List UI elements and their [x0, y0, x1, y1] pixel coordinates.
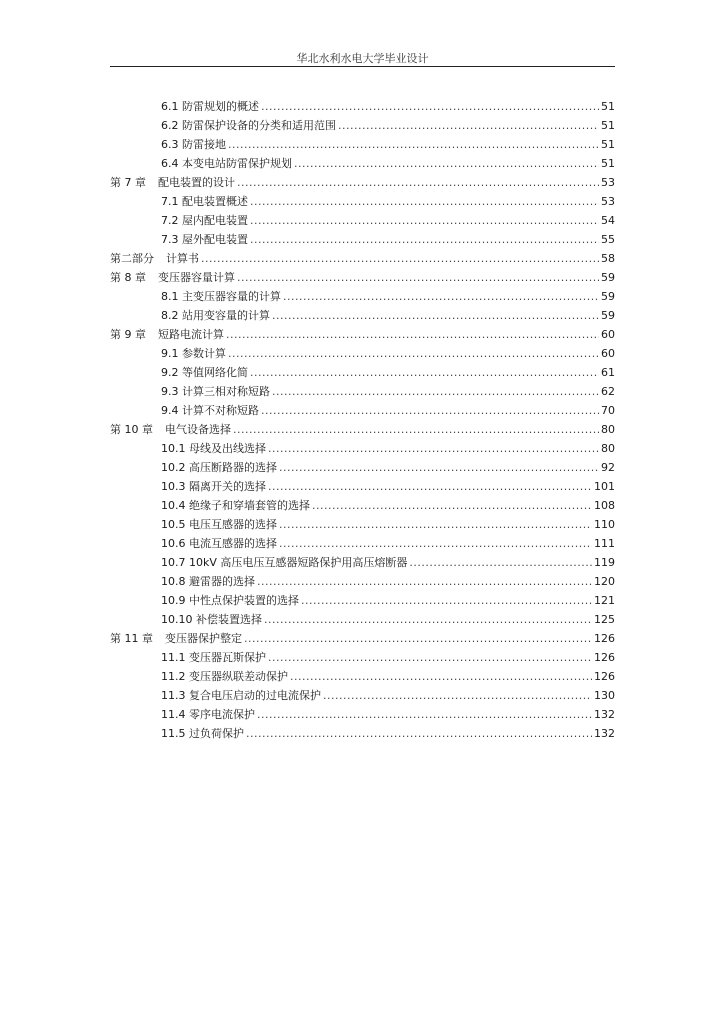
toc-page-number: 132 [594, 727, 615, 740]
toc-chapter-number: 第 7 章 [110, 176, 146, 189]
toc-section-entry[interactable] [110, 116, 615, 135]
toc-page-number: 51 [601, 138, 615, 151]
toc-page-number: 59 [601, 290, 615, 303]
toc-section-entry[interactable] [110, 477, 615, 496]
toc-page-number: 130 [594, 689, 615, 702]
toc-dot-leader [250, 192, 599, 211]
toc-page-number: 61 [601, 366, 615, 379]
toc-page-number: 110 [594, 518, 615, 531]
toc-page-number: 53 [601, 176, 615, 189]
toc-entry-title: 8.2 站用变容量的计算 [161, 309, 270, 322]
toc-page-number: 53 [601, 195, 615, 208]
toc-page-number: 59 [601, 271, 615, 284]
toc-dot-leader [250, 363, 599, 382]
toc-section-entry[interactable] [110, 363, 615, 382]
toc-dot-leader [261, 97, 599, 116]
toc-entry-title: 10.9 中性点保护装置的选择 [161, 594, 299, 607]
toc-entry-title: 10.4 绝缘子和穿墙套管的选择 [161, 499, 310, 512]
toc-dot-leader [283, 287, 599, 306]
toc-entry-title: 9.1 参数计算 [161, 347, 226, 360]
toc-section-entry[interactable] [110, 553, 615, 572]
toc-entry-title: 计算书 [166, 252, 199, 265]
toc-dot-leader [312, 496, 592, 515]
toc-page-number: 59 [601, 309, 615, 322]
toc-section-entry[interactable] [110, 97, 615, 116]
toc-dot-leader [233, 420, 599, 439]
toc-dot-leader [323, 686, 592, 705]
toc-dot-leader [268, 439, 599, 458]
toc-dot-leader [272, 382, 599, 401]
toc-page-number: 80 [601, 423, 615, 436]
toc-page-number: 119 [594, 556, 615, 569]
toc-chapter-entry[interactable] [110, 249, 615, 268]
toc-dot-leader [261, 401, 599, 420]
toc-page-number: 132 [594, 708, 615, 721]
toc-chapter-number: 第二部分 [110, 252, 154, 265]
toc-dot-leader [226, 325, 599, 344]
toc-dot-leader [409, 553, 592, 572]
toc-dot-leader [250, 230, 599, 249]
toc-section-entry[interactable] [110, 724, 615, 743]
toc-section-entry[interactable] [110, 705, 615, 724]
toc-page-number: 121 [594, 594, 615, 607]
toc-page-number: 108 [594, 499, 615, 512]
toc-section-entry[interactable] [110, 135, 615, 154]
toc-dot-leader [201, 249, 599, 268]
header-rule [110, 66, 615, 67]
toc-entry-title: 10.2 高压断路器的选择 [161, 461, 277, 474]
toc-chapter-entry[interactable] [110, 268, 615, 287]
toc-dot-leader [301, 591, 592, 610]
toc-section-entry[interactable] [110, 610, 615, 629]
toc-page-number: 54 [601, 214, 615, 227]
toc-section-entry[interactable] [110, 572, 615, 591]
toc-section-entry[interactable] [110, 515, 615, 534]
toc-entry-title: 10.10 补偿装置选择 [161, 613, 262, 626]
toc-entry-title: 6.3 防雷接地 [161, 138, 226, 151]
toc-page-number: 80 [601, 442, 615, 455]
toc-chapter-number: 第 11 章 [110, 632, 153, 645]
toc-section-entry[interactable] [110, 648, 615, 667]
toc-section-entry[interactable] [110, 306, 615, 325]
toc-section-entry[interactable] [110, 211, 615, 230]
toc-dot-leader [279, 515, 592, 534]
toc-page-number: 126 [594, 670, 615, 683]
toc-page-number: 125 [594, 613, 615, 626]
toc-entry-title: 变压器容量计算 [158, 271, 235, 284]
toc-section-entry[interactable] [110, 154, 615, 173]
toc-entry-title: 变压器保护整定 [165, 632, 242, 645]
toc-dot-leader [228, 135, 599, 154]
table-of-contents [110, 97, 615, 743]
toc-entry-title: 10.8 避雷器的选择 [161, 575, 255, 588]
toc-entry-title: 11.3 复合电压启动的过电流保护 [161, 689, 321, 702]
toc-dot-leader [257, 572, 592, 591]
toc-dot-leader [338, 116, 599, 135]
toc-page-number: 51 [601, 157, 615, 170]
toc-page-number: 120 [594, 575, 615, 588]
toc-dot-leader [244, 629, 592, 648]
toc-chapter-number: 第 10 章 [110, 423, 153, 436]
toc-entry-title: 11.5 过负荷保护 [161, 727, 244, 740]
toc-entry-title: 7.2 屋内配电装置 [161, 214, 248, 227]
toc-page-number: 92 [601, 461, 615, 474]
toc-section-entry[interactable] [110, 591, 615, 610]
toc-dot-leader [294, 154, 599, 173]
toc-section-entry[interactable] [110, 534, 615, 553]
toc-page-number: 60 [601, 347, 615, 360]
toc-entry-title: 9.4 计算不对称短路 [161, 404, 259, 417]
toc-page-number: 126 [594, 651, 615, 664]
toc-dot-leader [257, 705, 592, 724]
toc-dot-leader [272, 306, 599, 325]
toc-section-entry[interactable] [110, 344, 615, 363]
toc-page-number: 111 [594, 537, 615, 550]
toc-entry-title: 10.6 电流互感器的选择 [161, 537, 277, 550]
toc-chapter-entry[interactable] [110, 173, 615, 192]
toc-entry-title: 7.3 屋外配电装置 [161, 233, 248, 246]
toc-entry-title: 短路电流计算 [158, 328, 224, 341]
toc-entry-title: 7.1 配电装置概述 [161, 195, 248, 208]
toc-entry-title: 9.2 等值网络化简 [161, 366, 248, 379]
toc-chapter-entry[interactable] [110, 420, 615, 439]
toc-page-number: 101 [594, 480, 615, 493]
toc-entry-title: 6.2 防雷保护设备的分类和适用范围 [161, 119, 336, 132]
toc-dot-leader [290, 667, 592, 686]
toc-entry-title: 10.7 10kV 高压电压互感器短路保护用高压熔断器 [161, 556, 408, 569]
toc-dot-leader [237, 268, 599, 287]
toc-dot-leader [279, 458, 599, 477]
toc-page-number: 60 [601, 328, 615, 341]
toc-entry-title: 10.5 电压互感器的选择 [161, 518, 277, 531]
toc-section-entry[interactable] [110, 382, 615, 401]
toc-section-entry[interactable] [110, 686, 615, 705]
toc-dot-leader [250, 211, 599, 230]
toc-section-entry[interactable] [110, 458, 615, 477]
toc-page-number: 51 [601, 100, 615, 113]
toc-entry-title: 10.3 隔离开关的选择 [161, 480, 266, 493]
toc-dot-leader [228, 344, 599, 363]
toc-entry-title: 配电装置的设计 [158, 176, 235, 189]
toc-page-number: 70 [601, 404, 615, 417]
toc-entry-title: 6.1 防雷规划的概述 [161, 100, 259, 113]
toc-entry-title: 9.3 计算三相对称短路 [161, 385, 270, 398]
toc-chapter-number: 第 8 章 [110, 271, 146, 284]
toc-chapter-entry[interactable] [110, 325, 615, 344]
toc-section-entry[interactable] [110, 667, 615, 686]
toc-section-entry[interactable] [110, 439, 615, 458]
toc-entry-title: 10.1 母线及出线选择 [161, 442, 266, 455]
toc-page-number: 58 [601, 252, 615, 265]
toc-section-entry[interactable] [110, 496, 615, 515]
toc-section-entry[interactable] [110, 287, 615, 306]
toc-entry-title: 11.4 零序电流保护 [161, 708, 255, 721]
page-header: 华北水利水电大学毕业设计 [296, 52, 429, 65]
toc-dot-leader [268, 477, 592, 496]
toc-entry-title: 8.1 主变压器容量的计算 [161, 290, 281, 303]
toc-dot-leader [246, 724, 592, 743]
toc-dot-leader [264, 610, 592, 629]
toc-section-entry[interactable] [110, 192, 615, 211]
toc-page-number: 51 [601, 119, 615, 132]
toc-section-entry[interactable] [110, 230, 615, 249]
toc-dot-leader [268, 648, 592, 667]
toc-entry-title: 11.2 变压器纵联差动保护 [161, 670, 288, 683]
toc-chapter-number: 第 9 章 [110, 328, 146, 341]
toc-page-number: 62 [601, 385, 615, 398]
toc-dot-leader [237, 173, 599, 192]
toc-chapter-entry[interactable] [110, 629, 615, 648]
toc-page-number: 55 [601, 233, 615, 246]
toc-entry-title: 电气设备选择 [165, 423, 231, 436]
toc-page-number: 126 [594, 632, 615, 645]
toc-dot-leader [279, 534, 592, 553]
toc-entry-title: 11.1 变压器瓦斯保护 [161, 651, 266, 664]
toc-entry-title: 6.4 本变电站防雷保护规划 [161, 157, 292, 170]
toc-section-entry[interactable] [110, 401, 615, 420]
